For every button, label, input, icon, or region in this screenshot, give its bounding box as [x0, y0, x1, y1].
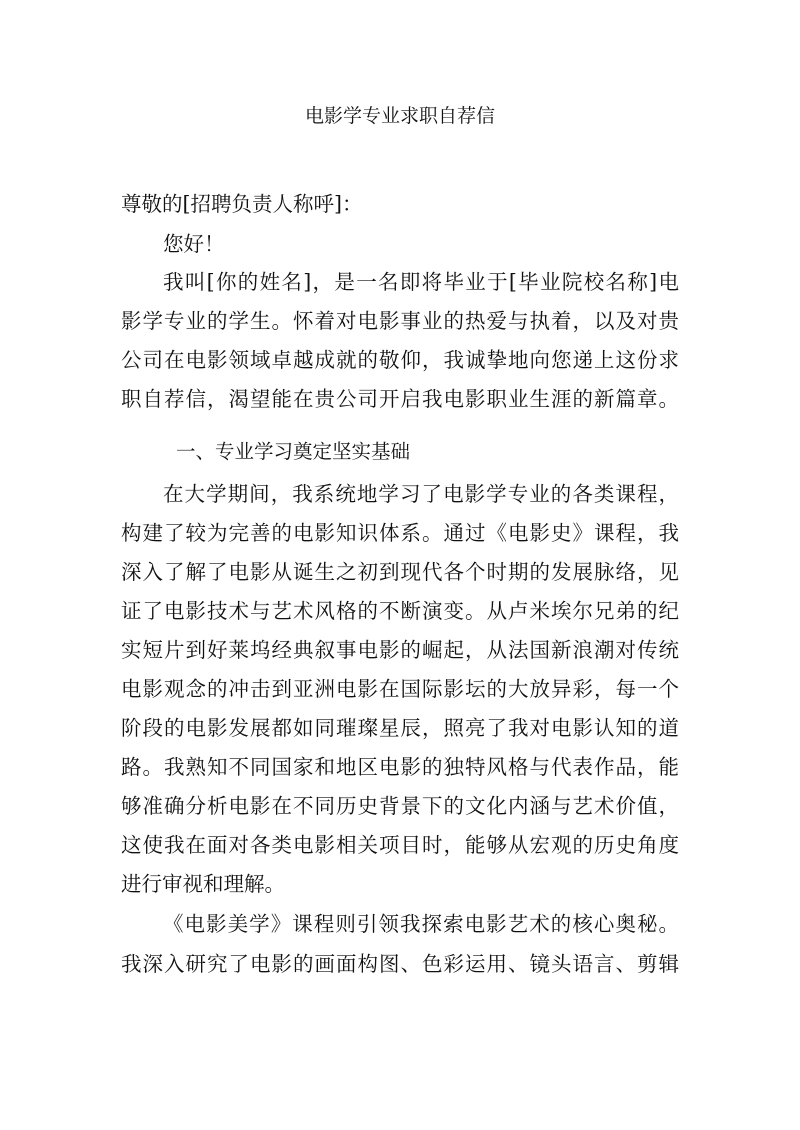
document-title: 电影学专业求职自荐信 — [304, 105, 495, 127]
paragraph2-line: 构建了较为完善的电影知识体系。通过《电影史》课程，我 — [121, 521, 679, 545]
paragraph1-line: 职自荐信，渴望能在贵公司开启我电影职业生涯的新篇章。 — [121, 387, 679, 411]
paragraph3-line: 《电影美学》课程则引领我探索电影艺术的核心奥秘。 — [163, 912, 679, 936]
paragraph1-line: 我叫[你的姓名]，是一名即将毕业于[毕业院校名称]电 — [163, 270, 679, 294]
paragraph1-line: 公司在电影领域卓越成就的敬仰，我诚挚地向您递上这份求 — [121, 348, 679, 372]
paragraph2-line: 实短片到好莱坞经典叙事电影的崛起，从法国新浪潮对传统 — [121, 638, 679, 662]
paragraph2-line: 电影观念的冲击到亚洲电影在国际影坛的大放异彩，每一个 — [121, 677, 679, 701]
paragraph1-line: 影学专业的学生。怀着对电影事业的热爱与执着，以及对贵 — [121, 309, 679, 333]
paragraph2-line: 够准确分析电影在不同历史背景下的文化内涵与艺术价值， — [121, 794, 679, 818]
paragraph2-line: 在大学期间，我系统地学习了电影学专业的各类课程， — [163, 482, 679, 506]
paragraph2-line: 证了电影技术与艺术风格的不断演变。从卢米埃尔兄弟的纪 — [121, 599, 679, 623]
paragraph2-line: 阶段的电影发展都如同璀璨星辰，照亮了我对电影认知的道 — [121, 716, 679, 740]
greeting: 您好！ — [163, 232, 225, 256]
paragraph2-line: 深入了解了电影从诞生之初到现代各个时期的发展脉络，见 — [121, 560, 679, 584]
paragraph2-line: 进行审视和理解。 — [121, 872, 285, 896]
paragraph2-line: 路。我熟知不同国家和地区电影的独特风格与代表作品，能 — [121, 755, 679, 779]
salutation: 尊敬的[招聘负责人称呼]： — [121, 192, 363, 216]
section1-heading: 一、专业学习奠定坚实基础 — [176, 440, 411, 463]
paragraph3-line: 我深入研究了电影的画面构图、色彩运用、镜头语言、剪辑 — [121, 952, 679, 976]
paragraph2-line: 这使我在面对各类电影相关项目时，能够从宏观的历史角度 — [121, 833, 679, 857]
